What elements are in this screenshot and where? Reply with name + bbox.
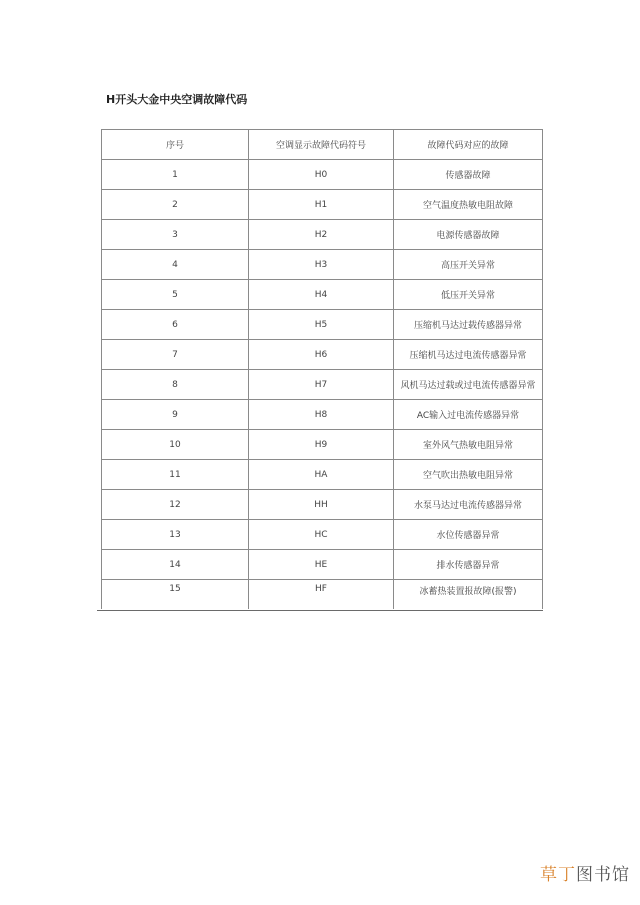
cell-code: H7: [249, 370, 394, 400]
cell-code: HF: [249, 580, 394, 610]
watermark-text: 图书馆: [576, 865, 630, 885]
cell-desc: 压缩机马达过载传感器异常: [394, 310, 543, 340]
cell-code: H6: [249, 340, 394, 370]
table-row: [102, 250, 543, 280]
cell-seq: 5: [102, 280, 249, 310]
cell-seq: 3: [102, 220, 249, 250]
header-desc: 故障代码对应的故障: [394, 130, 543, 160]
document-title: H开头大金中央空调故障代码: [106, 93, 248, 106]
cell-code: HA: [249, 460, 394, 490]
cell-desc: 空气温度热敏电阻故障: [394, 190, 543, 220]
cell-desc: 空气吹出热敏电阻异常: [394, 460, 543, 490]
cell-desc: 冰蓄热装置报故障(报警): [394, 580, 543, 610]
table-row: [102, 310, 543, 340]
table-bottom-rule: [97, 610, 543, 611]
header-seq: 序号: [102, 130, 249, 160]
cell-code: H4: [249, 280, 394, 310]
cell-desc: 电源传感器故障: [394, 220, 543, 250]
cell-seq: 11: [102, 460, 249, 490]
table-row: [102, 370, 543, 400]
cell-desc: AC输入过电流传感器异常: [394, 400, 543, 430]
cell-seq: 13: [102, 520, 249, 550]
cell-seq: 6: [102, 310, 249, 340]
table-row: [102, 340, 543, 370]
table-row: [102, 430, 543, 460]
table-row: [102, 520, 543, 550]
table-header-row: [102, 130, 543, 160]
cell-seq: 2: [102, 190, 249, 220]
cell-desc: 室外风气热敏电阻异常: [394, 430, 543, 460]
table-row: [102, 400, 543, 430]
table-row: [102, 280, 543, 310]
cell-code: H1: [249, 190, 394, 220]
cell-desc: 压缩机马达过电流传感器异常: [394, 340, 543, 370]
cell-seq: 14: [102, 550, 249, 580]
cell-code: H5: [249, 310, 394, 340]
cell-desc: 低压开关异常: [394, 280, 543, 310]
cell-desc: 水位传感器异常: [394, 520, 543, 550]
table-row: [102, 190, 543, 220]
watermark: [540, 860, 630, 885]
cell-code: HC: [249, 520, 394, 550]
cell-code: H8: [249, 400, 394, 430]
cell-desc: 风机马达过载或过电流传感器异常: [394, 370, 543, 400]
watermark-accent-text: 草丁: [540, 865, 576, 885]
cell-seq: 15: [102, 580, 249, 610]
cell-seq: 10: [102, 430, 249, 460]
cell-desc: 水泵马达过电流传感器异常: [394, 490, 543, 520]
cell-seq: 1: [102, 160, 249, 190]
table-row: [102, 160, 543, 190]
cell-code: H3: [249, 250, 394, 280]
cell-seq: 7: [102, 340, 249, 370]
cell-code: H0: [249, 160, 394, 190]
header-code: 空调显示故障代码符号: [249, 130, 394, 160]
table-row: [102, 460, 543, 490]
cell-seq: 4: [102, 250, 249, 280]
cell-seq: 12: [102, 490, 249, 520]
table-row: [102, 490, 543, 520]
cell-desc: 排水传感器异常: [394, 550, 543, 580]
table-row: [102, 550, 543, 580]
cell-code: H9: [249, 430, 394, 460]
table-row: [102, 220, 543, 250]
cell-seq: 9: [102, 400, 249, 430]
fault-code-table: [101, 129, 543, 609]
cell-code: H2: [249, 220, 394, 250]
cell-code: HH: [249, 490, 394, 520]
table-row: [102, 580, 543, 610]
cell-desc: 高压开关异常: [394, 250, 543, 280]
cell-desc: 传感器故障: [394, 160, 543, 190]
cell-seq: 8: [102, 370, 249, 400]
cell-code: HE: [249, 550, 394, 580]
